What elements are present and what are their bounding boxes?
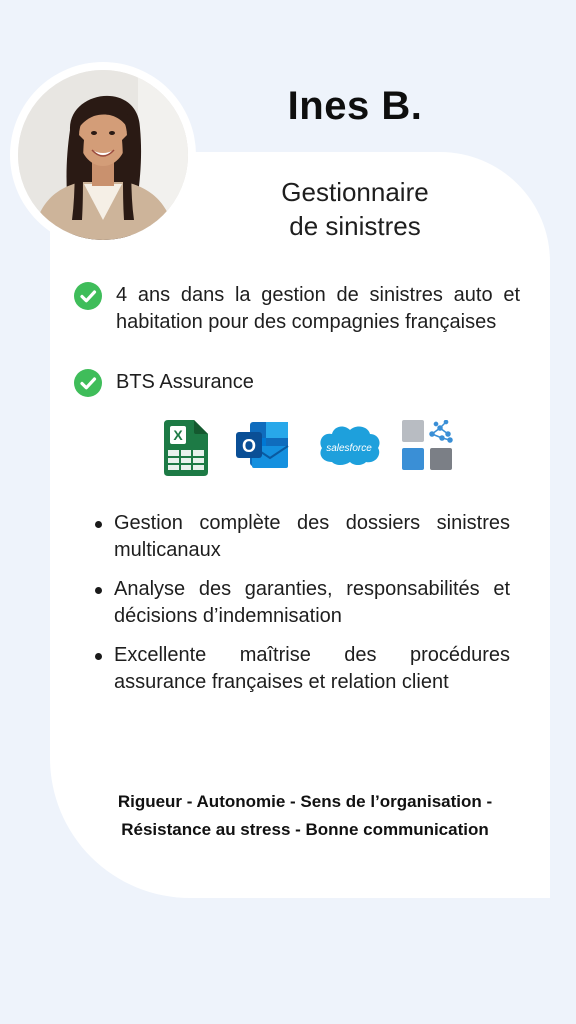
- salesforce-icon: [316, 420, 382, 478]
- bullet-icon: [95, 653, 102, 660]
- avatar: [18, 70, 188, 240]
- tools-row: [160, 420, 460, 480]
- list-item: [94, 576, 510, 630]
- highlight-text: 4 ans dans la gestion de sinistres auto et habitation pour des compagnies françaises: [116, 284, 520, 333]
- check-circle-icon: [74, 282, 102, 310]
- salesforce-label: salesforce: [326, 443, 372, 454]
- highlight-text: BTS Assurance: [116, 371, 254, 393]
- job-title: [230, 175, 480, 243]
- responsibilities-list: [94, 510, 510, 708]
- soft-skills: [60, 788, 550, 844]
- bullet-icon: [95, 521, 102, 528]
- job-title-line2: de sinistres: [289, 211, 421, 241]
- list-item: [94, 510, 510, 564]
- portrait-image: [18, 70, 188, 240]
- excel-letter: X: [173, 427, 183, 443]
- list-item: [94, 642, 510, 696]
- outlook-icon: [236, 420, 292, 478]
- check-circle-icon: [74, 369, 102, 397]
- responsibility-text: Analyse des garanties, responsabilités et décisions d’indemnisation: [114, 578, 510, 627]
- responsibility-text: Excellente maîtrise des procédures assurance françaises et relation client: [114, 644, 510, 693]
- job-title-line1: Gestionnaire: [281, 177, 429, 207]
- highlight-item: [74, 282, 520, 336]
- outlook-letter: O: [241, 436, 257, 456]
- app-grid-icon: [402, 420, 458, 478]
- soft-skills-line1: Rigueur - Autonomie - Sens de l’organisation -: [117, 792, 493, 811]
- bullet-icon: [95, 587, 102, 594]
- candidate-name: Ines B.: [287, 84, 423, 128]
- soft-skills-line2: Résistance au stress - Bonne communication: [121, 820, 489, 839]
- responsibility-text: Gestion complète des dossiers sinistres multicanaux: [114, 512, 510, 561]
- highlight-item: [74, 369, 520, 396]
- excel-icon: [164, 420, 220, 478]
